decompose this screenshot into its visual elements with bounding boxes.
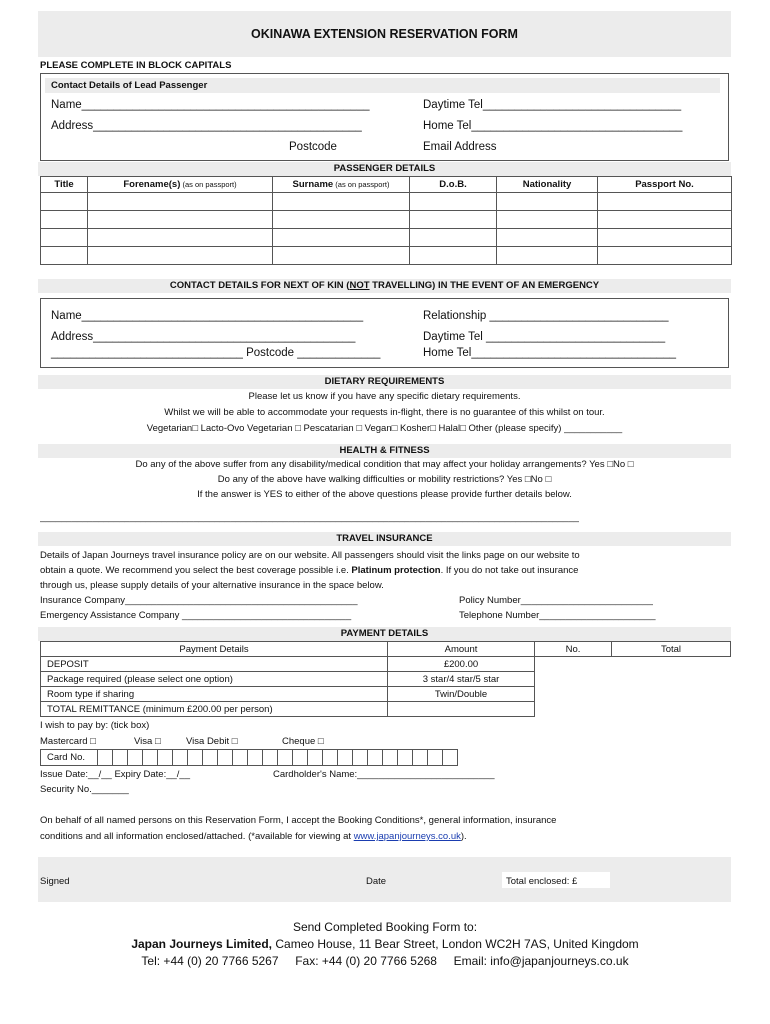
table-row: Room type if sharing Twin/Double [41, 687, 731, 702]
visa-debit-option[interactable]: Visa Debit □ [186, 736, 238, 747]
col-forename: Forename(s) (as on passport) [88, 177, 273, 193]
insurance-p1: Details of Japan Journeys travel insurance policy are on our website. All passengers should visit the links page on our website to [40, 550, 580, 561]
payment-table [40, 641, 731, 717]
form-title: OKINAWA EXTENSION RESERVATION FORM [251, 27, 518, 41]
declaration-line1: On behalf of all named persons on this Reservation Form, I accept the Booking Conditions*, general information, insurance [40, 815, 557, 826]
telephone-number-field[interactable]: Telephone Number______________________ [459, 610, 656, 621]
health-question-2[interactable]: Do any of the above have walking difficulties or mobility restrictions? Yes □No □ [217, 474, 552, 485]
insurance-company-field[interactable]: Insurance Company____________________________________________ [40, 595, 358, 606]
insurance-p2: obtain a quote. We recommend you select the best coverage possible i.e. Platinum protection. If you do not take out insurance [40, 565, 579, 576]
kin-relationship-field[interactable]: Relationship ____________________________ [423, 310, 669, 322]
dietary-line1: Please let us know if you have any specific dietary requirements. [248, 391, 521, 402]
total-enclosed-field[interactable]: Total enclosed: £ [506, 876, 578, 887]
card-no-label: Card No. [41, 750, 98, 766]
kin-heading: CONTACT DETAILS FOR NEXT OF KIN (NOT TRAVELLING) IN THE EVENT OF AN EMERGENCY [38, 279, 731, 293]
col-title: Title [41, 177, 88, 193]
date-field[interactable]: Date [366, 876, 387, 887]
health-details-field[interactable]: ______________________________________________________________________________________________________ [40, 512, 579, 523]
mastercard-option[interactable]: Mastercard □ [40, 736, 96, 747]
issue-expiry-field[interactable]: Issue Date:__/__ Expiry Date:__/__ [40, 769, 190, 780]
table-row [41, 229, 732, 247]
lead-address-field[interactable]: Address__________________________________________ [51, 120, 362, 132]
lead-heading: Contact Details of Lead Passenger [51, 80, 208, 91]
insurance-heading: TRAVEL INSURANCE [38, 532, 731, 546]
health-question-1[interactable]: Do any of the above suffer from any disability/medical condition that may affect your holiday arrangements? Yes □No □ [135, 459, 634, 470]
dietary-line2: Whilst we will be able to accommodate your requests in-flight, there is no guarantee of this whilst on tour. [164, 407, 605, 418]
col-dob: D.o.B. [410, 177, 497, 193]
kin-postcode-field[interactable]: ______________________________ Postcode _____________ [51, 347, 381, 359]
col-surname: Surname (as on passport) [273, 177, 410, 193]
table-row: Package required (please select one option) 3 star/4 star/5 star [41, 672, 731, 687]
signed-field[interactable]: Signed [40, 876, 70, 887]
table-row [41, 247, 732, 265]
passenger-table [40, 176, 732, 265]
table-row: DEPOSIT £200.00 [41, 657, 731, 672]
table-row: Payment Details Amount No. Total [41, 642, 731, 657]
col-nationality: Nationality [497, 177, 598, 193]
lead-name-field[interactable]: Name_____________________________________________ [51, 99, 370, 111]
cardholder-name-field[interactable]: Cardholder's Name:__________________________ [273, 769, 495, 780]
passenger-heading: PASSENGER DETAILS [38, 162, 731, 176]
payment-heading: PAYMENT DETAILS [38, 627, 731, 641]
cheque-option[interactable]: Cheque □ [282, 736, 324, 747]
website-link[interactable]: www.japanjourneys.co.uk [353, 831, 461, 842]
card-number-boxes[interactable] [40, 749, 458, 766]
lead-home-tel-field[interactable]: Home Tel_________________________________ [423, 120, 683, 132]
lead-daytime-tel-field[interactable]: Daytime Tel_______________________________ [423, 99, 682, 111]
table-row: TOTAL REMITTANCE (minimum £200.00 per person) [41, 702, 731, 717]
security-number-field[interactable]: Security No._______ [40, 784, 129, 795]
table-row [41, 193, 732, 211]
declaration-line2: conditions and all information enclosed/attached. (*available for viewing at www.japanjourneys.co.uk). [40, 831, 467, 842]
instructions: PLEASE COMPLETE IN BLOCK CAPITALS [40, 60, 232, 71]
insurance-p3: through us, please supply details of your alternative insurance in the space below. [40, 580, 384, 591]
emergency-assistance-field[interactable]: Emergency Assistance Company ________________________________ [40, 610, 352, 621]
dietary-options[interactable]: Vegetarian□ Lacto-Ovo Vegetarian □ Pescatarian □ Vegan□ Kosher□ Halal□ Other (please specify) ___________ [146, 423, 623, 434]
lead-email-field[interactable]: Email Address [423, 141, 497, 153]
kin-address-field[interactable]: Address_________________________________________ [51, 331, 356, 343]
dietary-heading: DIETARY REQUIREMENTS [38, 375, 731, 389]
pay-by-label: I wish to pay by: (tick box) [40, 720, 150, 731]
col-passport: Passport No. [598, 177, 732, 193]
form-title-band [38, 11, 731, 57]
kin-daytime-tel-field[interactable]: Daytime Tel ____________________________ [423, 331, 666, 343]
health-question-3: If the answer is YES to either of the above questions please provide further details below. [197, 489, 572, 500]
kin-name-field[interactable]: Name____________________________________________ [51, 310, 364, 322]
table-row [41, 211, 732, 229]
footer-send-to: Send Completed Booking Form to: [292, 920, 478, 934]
health-heading: HEALTH & FITNESS [38, 444, 731, 458]
footer-contact: Tel: +44 (0) 20 7766 5267 Fax: +44 (0) 20 7766 5268 Email: info@japanjourneys.co.uk [141, 954, 629, 968]
kin-home-tel-field[interactable]: Home Tel________________________________ [423, 347, 677, 359]
footer-address: Japan Journeys Limited, Cameo House, 11 Bear Street, London WC2H 7AS, United Kingdom [131, 937, 639, 951]
lead-postcode-field[interactable]: Postcode [289, 141, 337, 153]
visa-option[interactable]: Visa □ [134, 736, 161, 747]
policy-number-field[interactable]: Policy Number_________________________ [459, 595, 653, 606]
